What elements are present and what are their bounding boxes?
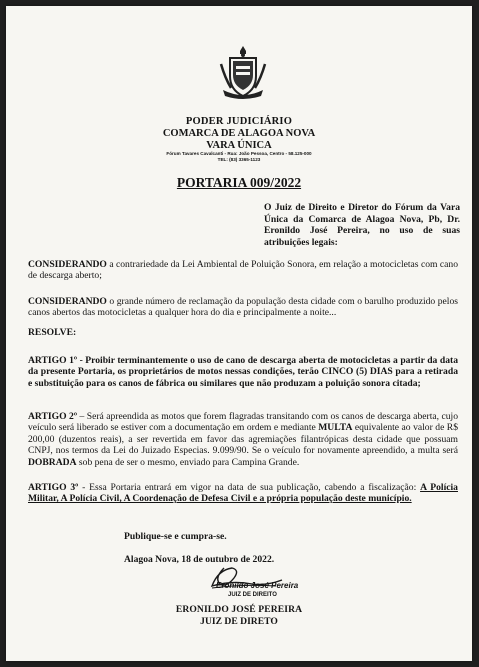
artigo-2: ARTIGO 2º – Será apreendida as motos que forem flagradas transitando com os canos de descarga aberta, cujo veículo será liberado se estiver com a documentação em ordem e mediante MULTA equivalente ao valor de R$ 200,00 (duzentos reais), a ser revertida em favor das agremiações filantrópicas desta cidade que possuam CNPJ, nos termos da Lei do Juizado Especias. 9.099/90. Se o veículo for novamente apreendido, a multa será DOBRADA sob pena de ser o mesmo, enviado para Campina Grande. <box>28 411 458 468</box>
signatory-role: JUIZ DE DIRETO <box>200 616 278 627</box>
artigo-1: ARTIGO 1º - Proibir terminantemente o uso de cano de descarga aberta de motocicletas a partir da data da presente Portaria, os proprietários de motos nessas condições, terão CINCO (5) DIAS para a retirada e substituição para os canos de fábrica ou similares que não produzam a poluição sonora citada; <box>28 355 458 389</box>
header-court: PODER JUDICIÁRIO <box>185 116 293 127</box>
document-page <box>6 6 472 661</box>
intro-paragraph: O Juiz de Direito e Diretor do Fórum da Vara Única da Comarca de Alagoa Nova, Pb, Dr. Eronildo José Pereira, no uso de suas atribuições legais: <box>264 202 460 248</box>
stamp-role: JUIZ DE DIREITO <box>228 592 277 598</box>
header-address: Fórum Tavares Cavalcanti - Rua: João Pessoa, Centro - 58.125-000 <box>166 151 312 156</box>
resolve-heading: RESOLVE: <box>28 327 77 338</box>
header-phone: TEL: (83) 3365-1123 <box>217 157 261 162</box>
signatory-name: ERONILDO JOSÉ PEREIRA <box>175 604 303 615</box>
document-date: Alagoa Nova, 18 de outubro de 2022. <box>124 554 275 565</box>
document-title: PORTARIA 009/2022 <box>176 175 302 190</box>
considerando-2: CONSIDERANDO o grande número de reclamação da população desta cidade com o barulho produzido pelos canos abertos das motocicletas a qualquer hora do dia e principalmente a noite... <box>28 296 458 319</box>
coat-of-arms-seal <box>218 44 268 102</box>
publish-notice: Publique-se e cumpra-se. <box>124 531 227 542</box>
header-division: VARA ÚNICA <box>206 140 272 151</box>
artigo-3: ARTIGO 3º - Essa Portaria entrará em vigor na data de sua publicação, cabendo a fiscalização: A Polícia Militar, A Polícia Civil, A Coordenação de Defesa Civil e a própria população deste município. <box>28 482 458 505</box>
stamp-name: Eronildo José Pereira <box>216 581 299 590</box>
considerando-1: CONSIDERANDO a contrariedade da Lei Ambiental de Poluição Sonora, em relação a motocicletas com cano de descarga aberto; <box>28 259 458 282</box>
header-district: COMARCA DE ALAGOA NOVA <box>162 128 316 139</box>
